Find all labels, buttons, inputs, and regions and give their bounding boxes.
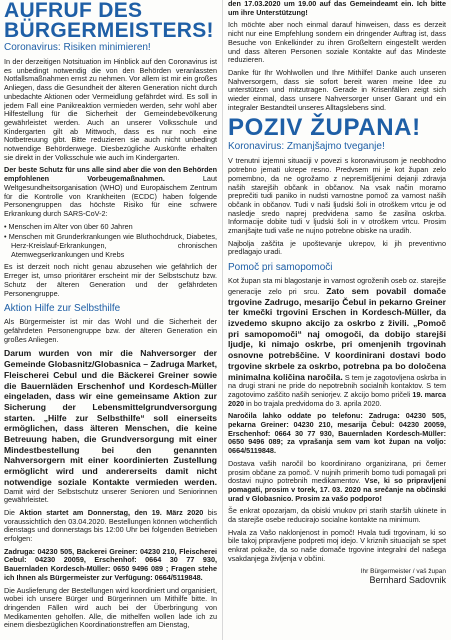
- delivery-paragraph: Die Auslieferung der Bestellungen wird koordiniert und organisiert, wobei ich unsere Bürger und Bürgerinnen um Mithilfe bitte. In dringenden Fällen wird auch bei der Überbringung von Medikamenten geholfen. Alle, die mithelfen wollen lade ich zu einem diesbezüglichen Koordinationstreffen am Dienstag,: [4, 585, 217, 630]
- risk-group-list: [4, 223, 217, 260]
- intro-paragraph: In der derzeitigen Notsituation im Hinblick auf den Coronavirus ist es unbedingt notwendig die von den Behörden veranlassten Notfallsmaßnahmen ernst zu nehmen. Vor allem ist mir ein großes Anliegen, dass die Gesundheit der älteren Generation nicht durch unbedachte Aktionen oder Vermeidlung gefährdet wird. Es soll in jedem Fall eine Panikreaktion vermieden werden, sehr wohl aber Hilfestellung für die Sicherheit der Gemeindebevölkerung gewährleistet werden. Auch an unserer Volksschule und Kindergarten gilt ab Mittwoch, dass es nur noch eine Notbetreuung gibt. Bitte reduzieren sie auch nicht unbedingt notwendige Behördenwege. Diesbezügliche Auskünfte erhalten sie direkt in der Volksschule wie auch im Kindergarten.: [4, 57, 217, 162]
- title-line-1: AUFRUF DES: [4, 0, 143, 22]
- visits-paragraph: Ich möchte aber noch einmal darauf hinweisen, dass es derzeit nicht nur eine Empfehlung sondern ein dringender Auftrag ist, dass Besuche von Enkelkinder zu ihren Großeltern eingestellt werden und dass älteren Personen soziale Kontakte auf das Mindeste reduzieren.: [228, 20, 446, 65]
- phone-contacts-paragraph: Zadruga: 04230 505, Bäckerei Greiner: 04230 210, Fleischerei Cebul: 04230 20059, Erschenhof: 0664 30 77 930, Bauernladen Kordesch-Müller: 0650 9496 089 ; Fragen stehe ich Ihnen als Bürgermeister zur Verfügung: 0664/5119848.: [4, 546, 217, 582]
- action-lead: Darum wurden von mir die Nahversorger der Gemeinde Globasnitz/Globasnica – Zadruga Market, Fleischerei Cebul und die Bäckerei Greiner sowie die Bauernläden Erschenhof und Kordesch-Müller eingeladen, dass wir eine gemeinsame Aktion zur Sicherung der Lebensmittelgrundversorgung starten. „Hilfe zur Selbsthilfe“ soll einerseits ermöglichen, dass älteren Menschen, die keine Betreuung haben, die Grundversorgung mit einer Mindestbestellung bei den genannten Nahversorgern mit einer koordinierten Zustellung ermöglicht wird und andererseits damit nicht notwendige soziale Kontakte vermieden werden.: [4, 348, 217, 487]
- german-section-heading: Aktion Hilfe zur Selbsthilfe: [4, 303, 121, 315]
- column-divider: [222, 0, 223, 640]
- meeting-paragraph: den 17.03.2020 um 19.00 auf das Gemeindeamt ein. Ich bitte um ihre Unterstützung!: [228, 0, 446, 17]
- risk-item: • Menschen im Alter von über 60 Jahren: [4, 221, 133, 231]
- signature-name: Bernhard Sadovnik: [369, 575, 446, 586]
- german-title: [4, 1, 217, 41]
- action-end-si: in bo trajala predvidoma do 3. aprila 2020.: [244, 398, 382, 408]
- start-rest: bis voraussichtlich den 03.04.2020. Bestellungen können wöchentlich dienstags und donnerstags bis 12:00 Uhr bei folgenden Betrieben erfolgen:: [4, 507, 217, 544]
- signature-label: Ihr Bürgermeister / vaš župan: [360, 567, 446, 575]
- start-date: Aktion startet am Donnerstag, den 19. März 2020: [19, 507, 204, 517]
- risk-paragraph: Es ist derzeit noch nicht genau abzusehen wie gefährlich der Erreger ist, umso prioritärer erscheint mir der Selbstschutz bzw. Schutz der älteren Generation und der gefährdeten Personengruppe.: [4, 262, 217, 298]
- start-date-si: 19. marca 2020: [228, 389, 446, 408]
- volunteer-call-si: Vse, ki so pripravljeni pomagati, prosim v torek, 17. 03. 2020 na srečanje na občinski urad v Globasnico. Prosim za vašo podporo!: [228, 476, 446, 503]
- action-lead-si: Zato sem povabil domače trgovine Zadrugo, mesarijo Čebul in pekarno Greiner ter kmečki trgovini Erschen in Kordesch-Müller, da izvedemo skupno akcijo za oskrbo z živili. „Pomoč pri samopomoči“ naj omogoči, da dobijo starejši ljudje, ki nimajo oskrbe, pri omenjenih trgovinah osnovne potrebščine. V koordinirani dostavi bodo trgovine skrbele za oskrbo, potrebna pa bo določena minimalna količina naročila.: [228, 285, 446, 382]
- protection-lead: Der beste Schutz für uns alle sind aber die von den Behörden empfohlenen Vorbeugemaßnahmen.: [4, 165, 217, 184]
- german-column: [4, 0, 217, 640]
- slovenian-intro-paragraph: V trenutni izjemni situaciji v povezi s koronavirusom je neobhodno potrebno jemati ukrepe resno. Predvsem mi je kot župan zelo pomembno, da ne ogrožamo z nepremišljenimi dejanji zdravja naših starejših občank in občanov. Na vsak način moramo preprečiti tudi paniko in nudsti varnostne pomoč za varnost naših občank in občanov. Tudi v naši ljudski šoli in otroškem vrtcu je od nasledje sredo naprej predvidena samo še zasilna oskrba. Informacije dobite tudi v ljudski šoli in v otroškem vrtcu. Prosim zmanjšajte tudi vaše ne nujno potrebne obiske na uradih.: [228, 156, 446, 236]
- german-subtitle: Coronavirus: Risiken minimieren!: [4, 42, 151, 53]
- mayor-concern-paragraph: Als Bürgermeister ist mir das Wohl und die Sicherheit der gefährdeten Personengruppe bzw. der älteren Generation ein großes Anliegen.: [4, 317, 217, 344]
- slovenian-title: POZIV ŽUPANA!: [228, 114, 421, 142]
- action-paragraph: [4, 348, 217, 505]
- delivery-paragraph-si: [228, 460, 446, 504]
- slovenian-section-heading: Pomoč pri samopomoči: [228, 262, 333, 274]
- action-text: Damit wird der Selbstschutz unserer Senioren und Seniorinnen gewährleistet.: [4, 486, 217, 505]
- protection-paragraph-si: Najbolja zaščita je upoštevanje ukrepov, ki jih preventivno predlagajo uradi.: [228, 238, 446, 257]
- action-paragraph-si: [228, 277, 446, 408]
- start-text: Die: [4, 507, 20, 517]
- action-intro-si: Kot župan sta mi blagostanje in varnost ogroženih oseb oz. starejše generacije zelo pri srcu.: [228, 276, 446, 296]
- visits-paragraph-si: Še enkrat opozarjam, da obiski vnukov pri starih starših ukinete in da starejše osebe reducirajo socialne kontakte na minimum.: [228, 506, 446, 525]
- start-date-paragraph: [4, 509, 217, 544]
- risk-item: • Menschen mit Grunderkrankungen wie Bluthochdruck, Diabetes, Herz-Kreislauf-Erkrankungen, chronischen Atemwegserkrankungen und Krebs: [4, 232, 217, 259]
- thanks-paragraph: Danke für Ihr Wohlwollen und Ihre Mithilfe! Danke auch unseren Nahversorgern, dass sie sofort bereit waren meine Idee zu unterstützen und mitzutragen. Gerade in Krisenfällen zeigt sich wieder einmal, dass unsere Nahversorger unser Garant und ein integraler Bestandteil unseres Alltagslebens sind.: [228, 67, 446, 112]
- action-text-si: S tem je zagotovljena oskrba in na drugi strani ne pride do nepotrebnih socialnih kontaktov. S tem zagotovimo zaščito naših seniorjev. Z akcijo bomo pričeli: [228, 372, 446, 399]
- slovenian-column: [228, 0, 446, 640]
- title-line-2: BÜRGERMEISTERS!: [4, 19, 214, 42]
- delivery-text-si: Dostava vaših naročil bo koordinirano organizirana, pri čemer prosim občane za pomoč. V nujnih primerih bomo tudi pomagali pri dostavi nujno potrebnih medikamentov.: [228, 458, 446, 486]
- protection-paragraph: [4, 166, 217, 218]
- thanks-paragraph-si: Hvala za Vašo naklonjenost in pomoč! Hvala tudi trgovinam, ki so bile takoj pripravljene podpreti moj idejo. V kriznih situacijah se spet enkrat pokaže, da so naše domače trgovine integralni del našega vsakdanjega življenja v občini.: [228, 527, 446, 563]
- protection-text: Laut Weltgesundheitsorganisation (WHO) und Europäischem Zentrum für die Kontrolle von Krankheiten (ECDC) haben folgende Personengruppen das höchste Risiko für eine schwere Erkrankung durch SARS-CoV-2:: [4, 174, 217, 218]
- phone-contacts-paragraph-si: Naročila lahko oddate po telefonu: Zadruga: 04230 505, pekarna Greiner: 04230 210, mesarija Čebul: 04230 20059, Erschenhof: 0664 30 77 930, Bauernladen Kordesch-Müller: 0650 9496 089; za vprašanja sem vam kot župan na voljo: 0664/5119848.: [228, 411, 446, 456]
- slovenian-subtitle: Koronavirus: Zmanjšajmo tveganje!: [228, 141, 385, 153]
